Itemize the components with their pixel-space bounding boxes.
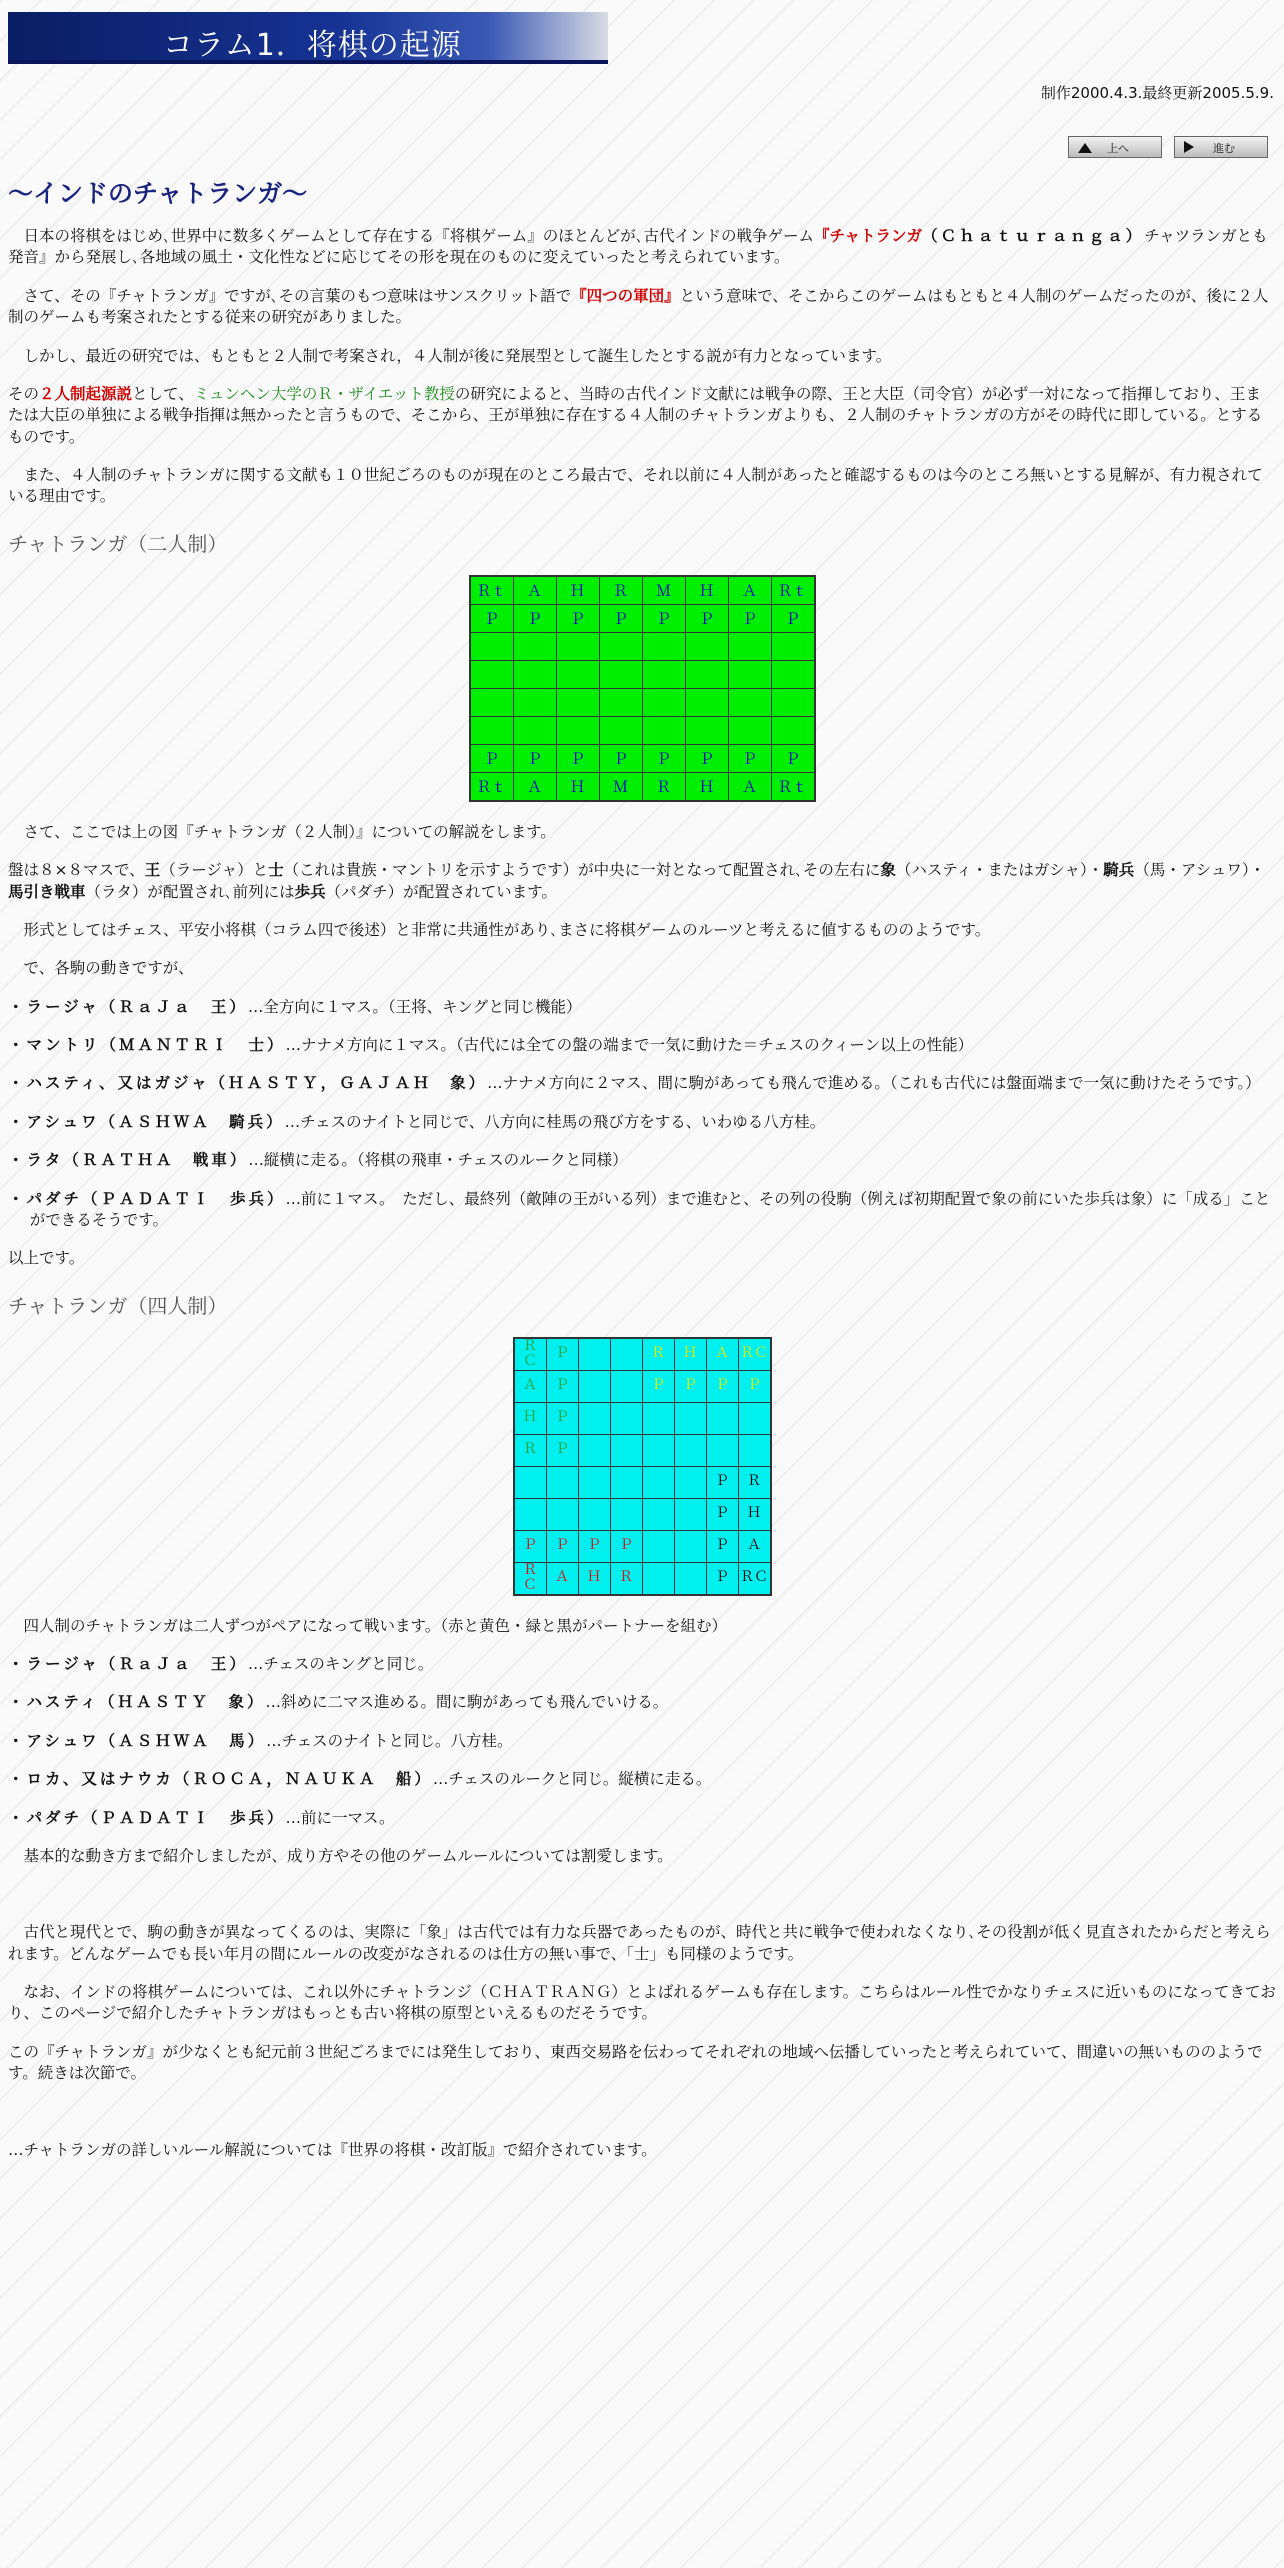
- board-row: [470, 576, 815, 605]
- board-cell: [728, 716, 771, 744]
- piece-name: ・ハスティ（ＨＡＳＴＹ 象）: [8, 1693, 266, 1712]
- board-cell: [642, 716, 685, 744]
- piece-desc: …チェスのキングと同じ。: [247, 1655, 434, 1673]
- board-cell: Ｈ: [685, 576, 728, 605]
- text: という意味で、そこからこのゲームはもともと４人制のゲームだったのが、後に２人制のゲームも考案されたとする従来の研究がありました。: [8, 286, 1269, 327]
- board-cell: Ｒ Ｃ: [514, 1562, 547, 1595]
- board-cell: Ｒ: [514, 1434, 547, 1466]
- board-cell: Ｒ: [599, 576, 642, 605]
- spacer: [8, 2102, 1276, 2140]
- piece-name: ・アシュワ（ＡＳＨＷＡ 馬）: [8, 1731, 267, 1750]
- intro-paragraph-4: [8, 384, 1276, 448]
- board-cell: [556, 716, 599, 744]
- piece-item: [8, 1073, 1276, 1094]
- board-cell: Ａ: [728, 772, 771, 801]
- board-cell: [674, 1466, 706, 1498]
- board-cell: Ｒ: [738, 1466, 771, 1498]
- board-cell: [642, 632, 685, 660]
- closing-paragraph-2: なお、インドの将棋ゲームについては、これ以外にチャトランジ（ＣＨＡＴＲＡＮＧ）とよばれるゲームも存在します。こちらはルール性でかなりチェスに近いものになってきており、このページで紹介したチャトランガはもっとも古い将棋の原型といえるものだそうです。: [8, 1983, 1276, 2023]
- board-cell: [728, 660, 771, 688]
- board-cell: [642, 1434, 674, 1466]
- four-player-paragraph-1: 四人制のチャトランガは二人ずつがペアになって戦います。（赤と黄色・緑と黒がパートナーを組む）: [8, 1616, 728, 1635]
- spacer: [8, 1884, 1276, 1922]
- board-cell: Ｈ: [738, 1498, 771, 1530]
- board-cell: Ｐ: [546, 1338, 578, 1371]
- piece-desc: …チェスのナイトと同じ。八方桂。: [266, 1731, 513, 1750]
- text: さて、その『チャトランガ』ですが､その言葉のもつ意味はサンスクリット語で: [8, 286, 572, 305]
- board-cell: [513, 660, 556, 688]
- closing-paragraph-1: 古代と現代とで、駒の動きが異なってくるのは、実際に「象」は古代では有力な兵器であったものが、時代と共に戦争で使われなくなり､その役割が低く見直されたからだと考えられます。どんなゲームでも長い年月の間にルールの改変がなされるのは仕方の無い事で、「士」も同様のようです。: [8, 1923, 1271, 1963]
- text: として、: [132, 384, 194, 403]
- piece-item: [8, 1769, 1276, 1790]
- board-cell: [728, 632, 771, 660]
- piece-desc: …ナナメ方向に１マス。（古代には全ての盤の端まで一気に動けた＝チェスのクィーン以上の性能）: [285, 1036, 974, 1054]
- board-row: [470, 716, 815, 744]
- piece-desc: …斜めに二マス進める。間に駒があっても飛んでいける。: [265, 1693, 669, 1712]
- up-arrow-icon: [1078, 143, 1092, 153]
- term-elephant: 象: [880, 861, 896, 880]
- term-minister: 士: [268, 861, 284, 880]
- two-player-paragraph-2: [8, 860, 1276, 903]
- board-cell: Ａ: [546, 1562, 578, 1595]
- board-cell: Ｐ: [685, 744, 728, 772]
- highlight-professor: ミュンヘン大学のＲ・ザイエット教授: [193, 384, 455, 403]
- piece-item: [8, 1150, 1276, 1171]
- section-heading-two-player: チャトランガ（二人制）: [8, 531, 228, 556]
- board-cell: [546, 1466, 578, 1498]
- board-cell: Ｒｔ: [470, 772, 514, 801]
- board-cell: [513, 688, 556, 716]
- highlight-two-player-origin: ２人制起源説: [39, 384, 133, 403]
- board-cell: Ｐ: [513, 604, 556, 632]
- board-cell: Ｐ: [546, 1402, 578, 1434]
- text: 日本の将棋をはじめ､世界中に数多くゲームとして存在する『将棋ゲーム』のほとんどが､古代インドの戦争ゲーム: [8, 227, 815, 245]
- board-cell: [642, 1530, 674, 1562]
- board-cell: ＲＣ: [738, 1562, 771, 1595]
- board-cell: Ｐ: [513, 744, 556, 772]
- board-cell: Ｒ: [610, 1562, 642, 1595]
- section-heading-india: ～インドのチャトランガ～: [8, 179, 308, 208]
- board-cell: [771, 688, 815, 716]
- board-cell: [610, 1402, 642, 1434]
- closing-paragraph-3: この『チャトランガ』が少なくとも紀元前３世紀ごろまでには発生しており、東西交易路を伝わってそれぞれの地域へ伝播していったと考えられていて、間違いの無いもののようです。続きは次節で。: [8, 2042, 1263, 2083]
- piece-desc: …チェスのナイトと同じで、八方向に桂馬の飛び方をする、いわゆる八方桂。: [284, 1112, 826, 1131]
- piece-name: ・ラタ（ＲＡＴＨＡ 戦車）: [8, 1151, 249, 1170]
- board-cell: Ｐ: [728, 744, 771, 772]
- board-row: [514, 1434, 771, 1466]
- board-cell: [599, 632, 642, 660]
- board-cell: Ｍ: [599, 772, 642, 801]
- board-cell: Ｐ: [599, 604, 642, 632]
- board-row: [470, 744, 815, 772]
- highlight-chaturanga: 『チャトランガ: [814, 227, 923, 245]
- board-cell: Ａ: [513, 772, 556, 801]
- board-cell: [685, 716, 728, 744]
- nav-next-button[interactable]: [1174, 136, 1268, 158]
- board-cell: [674, 1498, 706, 1530]
- board-row: [470, 688, 815, 716]
- piece-item: [8, 1808, 1276, 1829]
- board-cell: Ｐ: [546, 1370, 578, 1402]
- intro-paragraph-5: また、４人制のチャトランガに関する文献も１０世紀ごろのものが現在のところ最古で、それ以前に４人制があったと確認するものは今のところ無いとする見解が、有力視されている理由です。: [8, 466, 1263, 506]
- board-cell: [514, 1498, 547, 1530]
- piece-name: ・パダチ（ＰＡＤＡＴＩ 歩兵）: [8, 1808, 286, 1827]
- board-cell: [578, 1370, 610, 1402]
- board-cell: [706, 1434, 738, 1466]
- romaji-chaturanga: （Ｃｈａｔｕｒａｎｇａ）: [922, 227, 1145, 245]
- board-cell: Ａ: [728, 576, 771, 605]
- text: チャツランガとも発音』から発展し､各地域の風土・文化性などに応じてその形を現在のものに変えていったと考えられています。: [8, 227, 1268, 267]
- term-king: 王: [144, 861, 161, 880]
- board-cell: Ｒｔ: [771, 772, 815, 801]
- board-row: [470, 604, 815, 632]
- board-cell: Ｐ: [556, 744, 599, 772]
- piece-item: [8, 997, 1276, 1018]
- board-cell: [642, 688, 685, 716]
- board-cell: [514, 1466, 547, 1498]
- board-cell: [599, 688, 642, 716]
- board-row: [514, 1402, 771, 1434]
- board-cell: [728, 688, 771, 716]
- board-row: [514, 1466, 771, 1498]
- board-cell: Ｐ: [771, 604, 815, 632]
- board-cell: [642, 1402, 674, 1434]
- board-cell: [556, 688, 599, 716]
- board-cell: Ｐ: [578, 1530, 610, 1562]
- text: （ハスティ・またはガシャ）・: [895, 861, 1104, 880]
- term-infantry: 歩兵: [294, 882, 326, 901]
- text: （ラタ）が配置され､前列には: [85, 882, 295, 901]
- board-cell: [610, 1466, 642, 1498]
- board-cell: [556, 632, 599, 660]
- nav-up-label: 上へ: [1107, 142, 1129, 155]
- piece-name: ・ラージャ（ＲａＪａ 王）: [8, 997, 248, 1016]
- board-cell: [771, 716, 815, 744]
- board-cell: Ｈ: [556, 772, 599, 801]
- board-cell: Ｈ: [578, 1562, 610, 1595]
- board-cell: [642, 1466, 674, 1498]
- board-cell: Ａ: [738, 1530, 771, 1562]
- two-player-paragraph-3: 形式としてはチェス、平安小将棋（コラム四で後述）と非常に共通性があり､まさに将棋ゲームのルーツと考えるに値するもののようです。: [8, 920, 991, 939]
- piece-name: ・ロカ、又はナウカ（ＲＯＣＡ，ＮＡＵＫＡ 船）: [8, 1770, 433, 1789]
- two-player-end: 以上です。: [8, 1249, 85, 1268]
- four-player-paragraph-2: 基本的な動き方まで紹介しましたが、成り方やその他のゲームルールについては割愛します。: [8, 1846, 673, 1865]
- board-cell: [513, 716, 556, 744]
- board-cell: Ｈ: [556, 576, 599, 605]
- board-cell: [738, 1434, 771, 1466]
- term-cavalry: 騎兵: [1103, 861, 1135, 880]
- board-cell: [610, 1370, 642, 1402]
- piece-item: [8, 1731, 1276, 1752]
- highlight-four-armies: 『四つの軍団』: [571, 286, 680, 305]
- page-title: コラム1．将棋の起源: [163, 28, 462, 63]
- board-cell: Ｐ: [642, 604, 685, 632]
- text: その: [8, 384, 40, 403]
- board-cell: Ｒｔ: [470, 576, 514, 605]
- board-cell: [470, 716, 514, 744]
- board-row: [470, 772, 815, 801]
- board-cell: Ｐ: [674, 1370, 706, 1402]
- board-cell: Ｒ: [642, 772, 685, 801]
- text: の研究によると、当時の古代インド文献には戦争の際、王と大臣（司令官）が必ず一対になって指揮しており、王または大臣の単独による戦争指揮は無かったと言うもので、そこから、王が単独に存在する４人制のチャトランガよりも、２人制のチャトランガの方がその時代に即している。とするものです。: [8, 384, 1263, 446]
- board-cell: Ｒｔ: [771, 576, 815, 605]
- board-cell: [685, 688, 728, 716]
- board-cell: [599, 716, 642, 744]
- board-row: [470, 632, 815, 660]
- board-cell: [674, 1402, 706, 1434]
- board-cell: [685, 632, 728, 660]
- board-cell: Ｐ: [706, 1370, 738, 1402]
- board-cell: [674, 1562, 706, 1595]
- text: （ラージャ）と: [160, 861, 269, 880]
- board-cell: Ｈ: [514, 1402, 547, 1434]
- board-cell: Ｐ: [470, 744, 514, 772]
- board-cell: [610, 1498, 642, 1530]
- piece-desc: …前に一マス。: [285, 1808, 395, 1827]
- board-cell: Ｐ: [706, 1562, 738, 1595]
- piece-desc: …チェスのルークと同じ。縦横に走る。: [432, 1770, 712, 1789]
- board-cell: [470, 632, 514, 660]
- board-cell: [738, 1402, 771, 1434]
- board-row: [514, 1338, 771, 1371]
- board-cell: Ｐ: [642, 744, 685, 772]
- board-row: [470, 660, 815, 688]
- piece-name: ・ラージャ（ＲａＪａ 王）: [8, 1655, 248, 1673]
- text: （パダチ）が配置されています。: [325, 882, 557, 901]
- board-row: [514, 1530, 771, 1562]
- board-row: [514, 1370, 771, 1402]
- board-cell: Ｈ: [685, 772, 728, 801]
- piece-item: [8, 1112, 1276, 1133]
- board-cell: Ｐ: [685, 604, 728, 632]
- board-row: [514, 1498, 771, 1530]
- board-cell: Ａ: [513, 576, 556, 605]
- board-cell: [685, 660, 728, 688]
- two-player-paragraph-4: で、各駒の動きですが、: [8, 959, 194, 978]
- piece-item: [8, 1692, 1276, 1713]
- board-cell: [771, 632, 815, 660]
- two-player-board: [469, 575, 816, 802]
- section-heading-four-player: チャトランガ（四人制）: [8, 1293, 228, 1318]
- piece-name: ・マントリ（ＭＡＮＴＲＩ 士）: [8, 1036, 286, 1054]
- board-cell: [674, 1434, 706, 1466]
- board-cell: [546, 1498, 578, 1530]
- four-player-board: [513, 1337, 772, 1596]
- board-cell: [610, 1434, 642, 1466]
- term-chariot: 馬引き戦車: [8, 882, 86, 901]
- board-cell: [674, 1530, 706, 1562]
- piece-name: ・パダチ（ＰＡＤＡＴＩ 歩兵）: [8, 1189, 286, 1208]
- board-cell: [470, 660, 514, 688]
- board-cell: [578, 1434, 610, 1466]
- board-cell: Ａ: [514, 1370, 547, 1402]
- board-cell: Ｐ: [556, 604, 599, 632]
- board-cell: Ｐ: [599, 744, 642, 772]
- board-cell: Ｐ: [738, 1370, 771, 1402]
- board-cell: Ｒ Ｃ: [514, 1338, 547, 1371]
- nav-next-label: 進む: [1213, 142, 1235, 155]
- title-banner: [8, 12, 608, 64]
- piece-name: ・アシュワ（ＡＳＨＷＡ 騎兵）: [8, 1112, 285, 1131]
- board-cell: [578, 1402, 610, 1434]
- board-cell: [470, 688, 514, 716]
- nav-up-button[interactable]: [1068, 136, 1162, 158]
- piece-name: ・ハスティ、又はガジャ（ＨＡＳＴＹ，ＧＡＪＡＨ 象）: [8, 1074, 488, 1093]
- board-cell: Ｒ: [642, 1338, 674, 1371]
- board-cell: Ｐ: [706, 1466, 738, 1498]
- board-cell: [771, 660, 815, 688]
- board-cell: Ｐ: [706, 1530, 738, 1562]
- text: （馬・アシュワ）・: [1134, 861, 1266, 880]
- board-cell: Ｐ: [771, 744, 815, 772]
- right-arrow-icon: [1184, 141, 1194, 153]
- board-cell: [706, 1402, 738, 1434]
- board-cell: [578, 1466, 610, 1498]
- board-row: [514, 1562, 771, 1595]
- board-cell: Ｐ: [546, 1434, 578, 1466]
- piece-desc: …縦横に走る。（将棋の飛車・チェスのルークと同様）: [248, 1151, 628, 1170]
- board-cell: [578, 1338, 610, 1371]
- board-cell: [556, 660, 599, 688]
- board-cell: [642, 1498, 674, 1530]
- two-player-paragraph-1: さて、ここでは上の図『チャトランガ（２人制）』についての解説をします。: [8, 822, 556, 841]
- main-content: [8, 172, 1276, 2178]
- intro-paragraph-1: [8, 226, 1276, 269]
- board-cell: [578, 1498, 610, 1530]
- board-cell: Ｐ: [610, 1530, 642, 1562]
- piece-item: [8, 1035, 1276, 1056]
- board-cell: Ｍ: [642, 576, 685, 605]
- text: （これは貴族・マントリを示すようです）が中央に一対となって配置され､その左右に: [283, 861, 881, 880]
- board-cell: Ｐ: [728, 604, 771, 632]
- piece-desc: …全方向に１マス。（王将、キングと同じ機能）: [247, 997, 582, 1016]
- credits: 制作2000.4.3.最終更新2005.5.9.: [1040, 84, 1274, 102]
- board-cell: Ｐ: [470, 604, 514, 632]
- piece-desc: …ナナメ方向に２マス、間に駒があっても飛んで進める。（これも古代には盤面端まで一気に動けたそうです。）: [487, 1074, 1261, 1093]
- board-cell: Ａ: [706, 1338, 738, 1371]
- board-cell: [642, 660, 685, 688]
- board-cell: Ｐ: [706, 1498, 738, 1530]
- board-cell: Ｈ: [674, 1338, 706, 1371]
- board-cell: ＲＣ: [738, 1338, 771, 1371]
- board-cell: [642, 1562, 674, 1595]
- board-cell: [599, 660, 642, 688]
- piece-item: [8, 1654, 1276, 1675]
- board-cell: Ｐ: [642, 1370, 674, 1402]
- board-cell: [610, 1338, 642, 1371]
- piece-desc: …前に１マス。 ただし、最終列（敵陣の王がいる列）まで進むと、その列の役駒（例えば初期配置で象の前にいた歩兵は象）に「成る」ことができるそうです。: [29, 1189, 1271, 1229]
- board-cell: [513, 632, 556, 660]
- board-cell: Ｐ: [546, 1530, 578, 1562]
- piece-item: [8, 1189, 1276, 1232]
- intro-paragraph-3: しかし、最近の研究では、もともと２人制で考案され，４人制が後に発展型として誕生したとする説が有力となっています。: [8, 346, 892, 365]
- closing-note: …チャトランガの詳しいルール解説については『世界の将棋・改訂版』で紹介されています。: [8, 2140, 657, 2159]
- board-cell: Ｐ: [514, 1530, 547, 1562]
- text: 盤は８×８マスで、: [8, 861, 145, 880]
- intro-paragraph-2: [8, 286, 1276, 329]
